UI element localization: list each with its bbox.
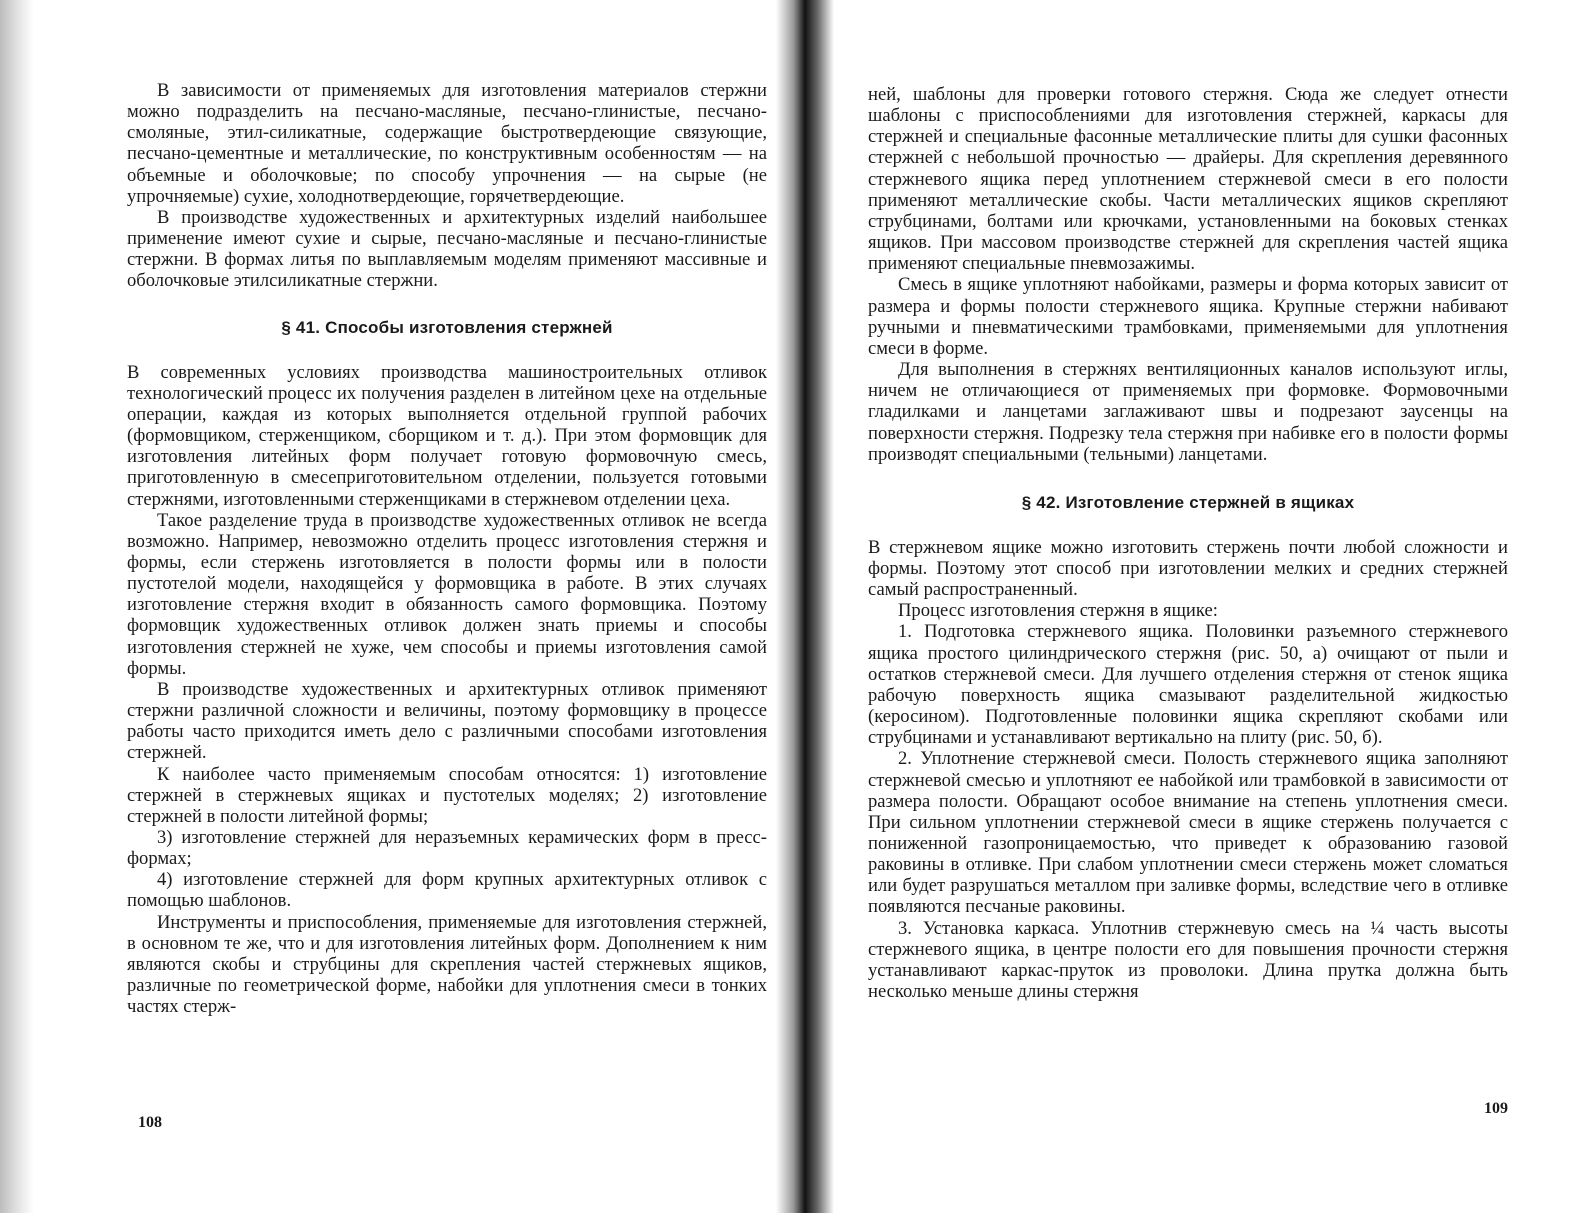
paragraph: В производстве художественных и архитектурных изделий наибольшее применение имеют сухие и сырые, песчано-масляные и песчано-глинистые стержни. В формах литья по выплавляемым моделям применяют массивные и оболочковые этилсиликатные стержни. xyxy=(127,206,767,292)
paragraph: В стержневом ящике можно изготовить стержень почти любой сложности и формы. Поэтому этот способ при изготовлении мелких и средних стержней самый распространенный. xyxy=(868,536,1508,601)
paragraph: 2. Уплотнение стержневой смеси. Полость стержневого ящика заполняют стержневой смесью и уплотняют ее набойкой или трамбовкой в зависимости от размера полости. Обращают особое внимание на степень уплотнения смеси. При сильном уплотнении стержневой смеси в ящике стержень получается с пониженной газопроницаемостью, что приведет к образованию газовой раковины в отливке. При слабом уплотнении смеси стержень может сломаться или будет разрушаться металлом при заливке формы, вследствие чего в отливке появляются песчаные раковины. xyxy=(868,748,1508,918)
paragraph: Процесс изготовления стержня в ящике: xyxy=(898,600,1218,622)
paragraph: К наиболее часто применяемым способам относятся: 1) изготовление стержней в стержневых ящиках и пустотелых моделях; 2) изготовление стержней в полости литейной формы; xyxy=(127,763,767,827)
page-number-right: 109 xyxy=(1484,1100,1508,1117)
paragraph: ней, шаблоны для проверки готового стержня. Сюда же следует отнести шаблоны с приспособлениями для изготовления стержней, каркасы для стержней и специальные фасонные металлические плиты для сушки фасонных стержней с небольшой прочностью — драйеры. Для скрепления деревянного стержневого ящика перед уплотнением стержневой смеси в его полости применяют металлические скобы. Части металлических ящиков скрепляют струбцинами, болтами или крючками, установленными на боковых стенках ящиков. При массовом производстве стержней для скрепления частей ящика применяют специальные пневмозажимы. xyxy=(868,84,1508,275)
paragraph: Инструменты и приспособления, применяемые для изготовления стержней, в основном те же, что и для изготовления литейных форм. Дополнением к ним являются скобы и струбцины для скрепления частей стержневых ящиков, различные по геометрической форме, набойки для уплотнения смеси в тонких частях стерж- xyxy=(127,911,767,1018)
paragraph: Для выполнения в стержнях вентиляционных каналов используют иглы, ничем не отличающиеся от применяемых при формовке. Формовочными гладилками и ланцетами заглаживают швы и подрезают заусенцы на поверхности стержня. Подрезку тела стержня при набивке его в полости формы производят специальными (тельными) ланцетами. xyxy=(868,359,1508,465)
section-heading: § 42. Изготовление стержней в ящиках xyxy=(1021,492,1355,512)
paragraph: 1. Подготовка стержневого ящика. Половинки разъемного стержневого ящика простого цилиндрического стержня (рис. 50, а) очищают от пыли и остатков стержневой смеси. Для лучшего отделения стержня от стенок ящика рабочую поверхность ящика смазывают разделительной жидкостью (керосином). Подготовленные половинки ящика скрепляют скобами или струбцинами и устанавливают вертикально на плиту (рис. 50, б). xyxy=(868,621,1508,749)
paragraph: 4) изготовление стержней для форм крупных архитектурных отливок с помощью шаблонов. xyxy=(127,869,767,912)
paragraph: В зависимости от применяемых для изготовления материалов стержни можно подразделить на песчано-масляные, песчано-глинистые, песчано-смоляные, этил-силикатные, содержащие быстротвердеющие связующие, песчано-цементные и металлические, по конструктивным особенностям — на объемные и оболочковые; по способу упрочнения — на сырые (не упрочняемые) сухие, холоднотвердеющие, горячетвердеющие. xyxy=(127,80,767,207)
section-heading: § 41. Способы изготовления стержней xyxy=(281,317,613,337)
page-number-left: 108 xyxy=(138,1114,162,1131)
paragraph: 3) изготовление стержней для неразъемных керамических форм в пресс-формах; xyxy=(127,827,767,870)
paragraph: 3. Установка каркаса. Уплотнив стержневую смесь на ¼ часть высоты стержневого ящика, в центре полости его для повышения прочности стержня устанавливают каркас-пруток из проволоки. Длина прутка должна быть несколько меньше длины стержня xyxy=(868,917,1508,1003)
book-gutter xyxy=(776,0,834,1213)
paragraph: Такое разделение труда в производстве художественных отливок не всегда возможно. Например, невозможно отделить процесс изготовления стержня и формы, если стержень изготовляется в полости формы или в полости пустотелой модели, находящейся у формовщика в работе. В этих случаях изготовление стержня входит в обязанность самого формовщика. Поэтому формовщик художественных отливок должен знать приемы и способы изготовления стержней не хуже, чем способы и приемы изготовления самой формы. xyxy=(127,509,767,679)
page-edge-shadow xyxy=(0,0,34,1213)
paragraph: В современных условиях производства машиностроительных отливок технологический процесс их получения разделен в литейном цехе на отдельные операции, каждая из которых выполняется отдельной группой рабочих (формовщиком, стерженщиком, сборщиком и т. д.). При этом формовщик для изготовления литейных форм получает готовую формовочную смесь, приготовленную в смесеприготовительном отделении, пользуется готовыми стержнями, изготовленными стерженщиками в стержневом отделении цеха. xyxy=(127,361,767,510)
left-page xyxy=(127,80,767,1017)
paragraph: Смесь в ящике уплотняют набойками, размеры и форма которых зависит от размера и формы полости стержневого ящика. Крупные стержни набивают ручными и пневматическими трамбовками, применяемыми для уплотнения смеси в форме. xyxy=(868,274,1508,359)
right-page xyxy=(868,84,1508,1002)
paragraph: В производстве художественных и архитектурных отливок применяют стержни различной сложности и величины, поэтому формовщику в процессе работы часто приходится иметь дело с различными способами изготовления стержней. xyxy=(127,678,767,764)
